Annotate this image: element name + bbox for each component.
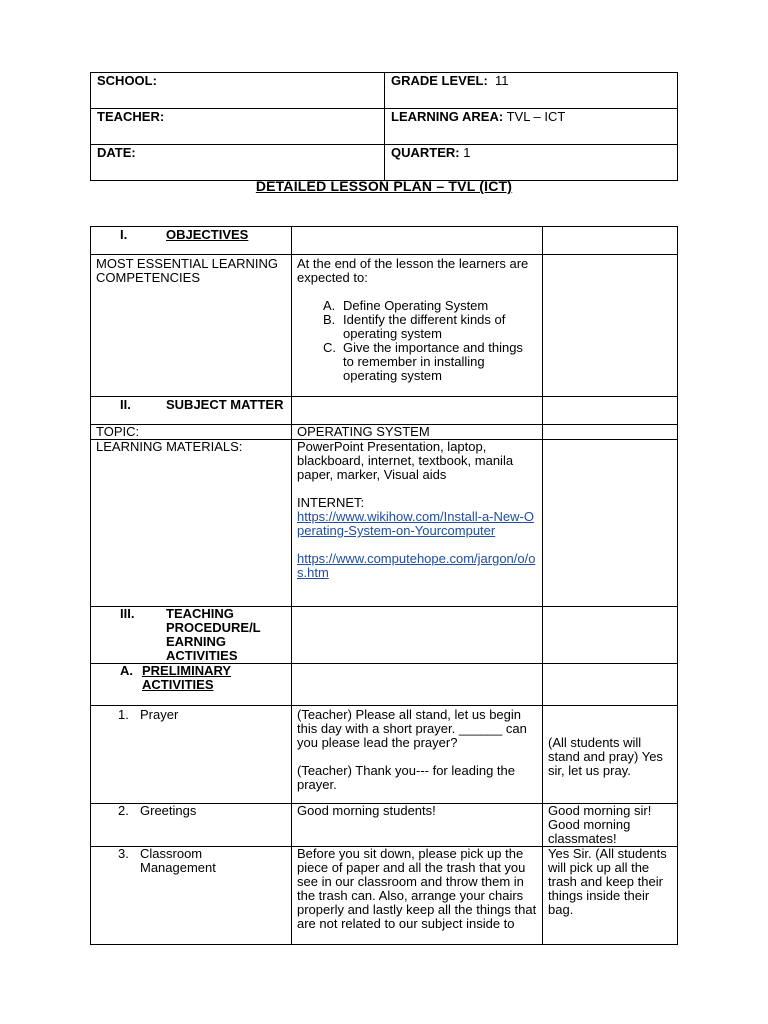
materials-row xyxy=(91,440,678,607)
competencies-row xyxy=(91,255,678,397)
materials-label: LEARNING MATERIALS: xyxy=(91,440,292,607)
school-cell: SCHOOL: xyxy=(91,73,385,109)
computehope-link[interactable]: https://www.computehope.com/jargon/o/os.htm xyxy=(297,551,536,580)
topic-label: TOPIC: xyxy=(91,425,292,440)
procedure-heading: TEACHING PROCEDURE/L EARNING ACTIVITIES xyxy=(166,606,261,663)
greetings-label: Greetings xyxy=(140,803,197,818)
learning-area-cell: LEARNING AREA: TVL – ICT xyxy=(385,109,678,145)
topic-row xyxy=(91,425,678,440)
materials-value: PowerPoint Presentation, laptop, blackboard, internet, textbook, manila paper, marker, Visual aids xyxy=(297,439,514,482)
date-cell: DATE: xyxy=(91,145,385,181)
classroom-student-text: Yes Sir. (All students will pick up all the trash and keep their things inside their bag. xyxy=(543,847,678,945)
greetings-teacher-text: Good morning students! xyxy=(292,804,543,847)
objectives-list xyxy=(297,299,537,383)
preliminary-row: A. PRELIMINARY ACTIVITIES xyxy=(91,664,678,706)
greetings-row: 2. Greetings Good morning students! Good morning sir! Good morning classmates! xyxy=(91,804,678,847)
competencies-label: MOST ESSENTIAL LEARNING COMPETENCIES xyxy=(91,255,292,397)
classroom-management-row: 3. Classroom Management Before you sit down, please pick up the piece of paper and all the trash that you see in our classroom and throw them in the trash can. Also, arrange your chairs properly and lastly keep all the things that are not related to our subject inside to Yes Sir. (All students will pick up all the trash and keep their things inside their bag. xyxy=(91,847,678,945)
objectives-intro: At the end of the lesson the learners are expected to: xyxy=(297,256,529,285)
procedure-heading-row: III. TEACHING PROCEDURE/L EARNING ACTIVITIES xyxy=(91,607,678,664)
prayer-row: 1. Prayer (Teacher) Please all stand, let us begin this day with a short prayer. ______ can you please lead the prayer? (Teacher) Thank you--- for leading the prayer. (All students will stand and pray) Yes sir, let us pray. xyxy=(91,706,678,804)
objectives-heading-row: I. OBJECTIVES xyxy=(91,227,678,255)
classroom-management-label: Classroom Management xyxy=(140,846,216,875)
objectives-heading: OBJECTIVES xyxy=(166,227,249,242)
prayer-teacher-text-2: (Teacher) Thank you--- for leading the prayer. xyxy=(297,763,515,792)
quarter-cell: QUARTER: 1 xyxy=(385,145,678,181)
grade-level-cell: GRADE LEVEL: 11 xyxy=(385,73,678,109)
greetings-student-text: Good morning sir! Good morning classmates! xyxy=(543,804,678,847)
subject-matter-heading: SUBJECT MATTER xyxy=(166,397,284,412)
teacher-cell: TEACHER: xyxy=(91,109,385,145)
header-table xyxy=(90,72,678,181)
topic-value: OPERATING SYSTEM xyxy=(292,425,543,440)
objective-item: A. Define Operating System xyxy=(323,298,489,313)
internet-label: INTERNET: xyxy=(297,495,365,510)
classroom-teacher-text: Before you sit down, please pick up the piece of paper and all the trash that you see in our classroom and throw them in the trash can. Also, arrange your chairs properly and lastly keep all the things that are not related to our subject inside to xyxy=(292,847,543,945)
objective-item: B. Identify the different kinds of operating system xyxy=(323,312,506,341)
prayer-student-text: (All students will stand and pray) Yes sir, let us pray. xyxy=(543,706,678,804)
lesson-plan-table xyxy=(90,226,678,945)
preliminary-heading: PRELIMINARY ACTIVITIES xyxy=(142,663,232,692)
document-title: DETAILED LESSON PLAN – TVL (ICT) xyxy=(255,178,513,194)
prayer-teacher-text: (Teacher) Please all stand, let us begin this day with a short prayer. ______ can you please lead the prayer? xyxy=(297,707,527,750)
subject-matter-heading-row: II. SUBJECT MATTER xyxy=(91,397,678,425)
prayer-label: Prayer xyxy=(140,707,179,722)
objective-item: C. Give the importance and things to remember in installing operating system xyxy=(323,340,523,383)
wikihow-link[interactable]: https://www.wikihow.com/Install-a-New-Operating-System-on-Yourcomputer xyxy=(297,509,534,538)
